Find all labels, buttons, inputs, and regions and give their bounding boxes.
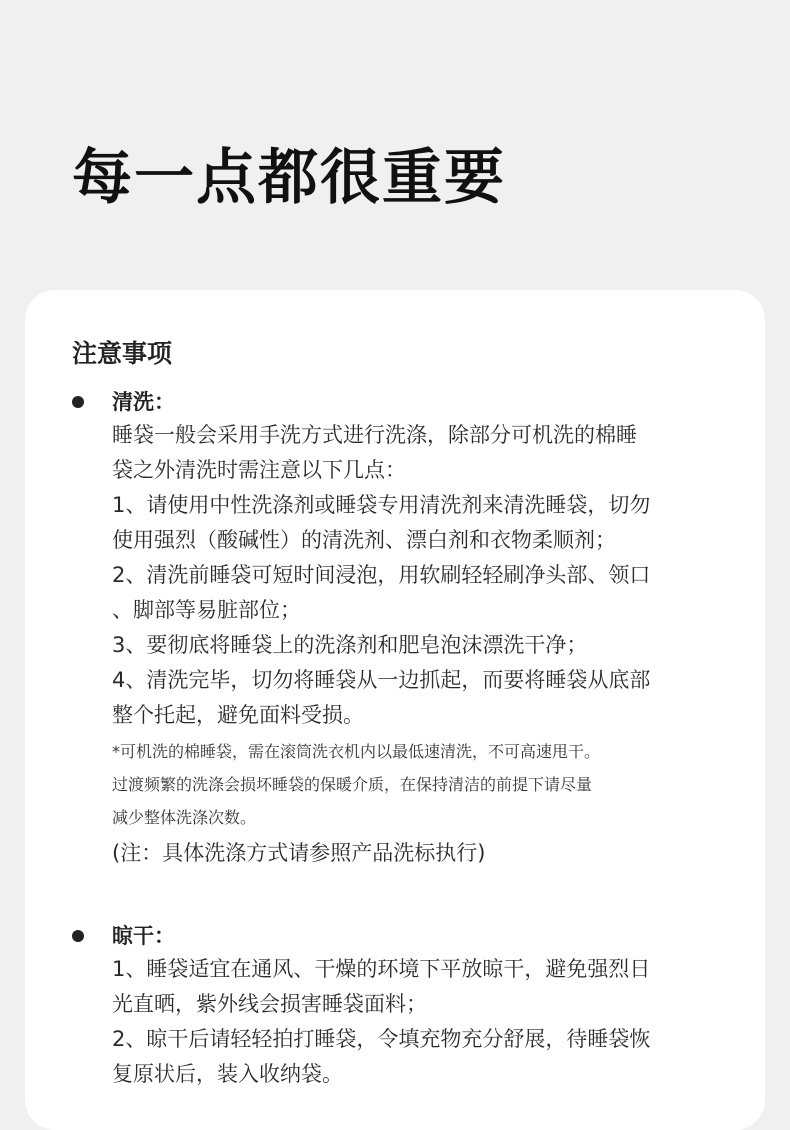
text-line: 1、请使用中性洗涤剂或睡袋专用清洗剂来清洗睡袋，切勿 [112,493,651,517]
reference-note: (注：具体洗涤方式请参照产品洗标执行) [112,841,486,865]
text-line: 整个托起，避免面料受损。 [112,703,364,727]
text-line: 3、要彻底将睡袋上的洗涤剂和肥皂泡沫漂洗干净； [112,633,588,657]
section-title-washing: 清洗： [112,390,175,414]
text-line: 4、清洗完毕，切勿将睡袋从一边抓起，而要将睡袋从底部 [112,668,651,692]
text-line: 2、晾干后请轻轻拍打睡袋，令填充物充分舒展，待睡袋恢 [112,1027,651,1051]
note-line: 减少整体洗涤次数。 [112,808,257,827]
text-line: 、脚部等易脏部位； [112,598,301,622]
text-line: 1、睡袋适宜在通风、干燥的环境下平放晾干，避免强烈日 [112,957,651,981]
card-heading: 注意事项 [72,339,173,368]
bullet-dot-icon [72,930,84,942]
text-line: 睡袋一般会采用手洗方式进行洗涤，除部分可机洗的棉睡 [112,423,637,447]
washing-text [112,418,732,871]
bullet-dot-icon [72,396,84,408]
section-title-drying: 晾干： [112,924,175,948]
text-line: 袋之外清洗时需注意以下几点： [112,458,406,482]
text-line: 光直晒，紫外线会损害睡袋面料； [112,992,427,1016]
note-line: *可机洗的棉睡袋，需在滚筒洗衣机内以最低速清洗，不可高速甩干。 [112,742,601,761]
page-title: 每一点都很重要 [72,143,506,213]
drying-text [112,952,732,1092]
instructions-card [25,290,765,1130]
text-line: 复原状后，装入收纳袋。 [112,1062,343,1086]
note-line: 过渡频繁的洗涤会损坏睡袋的保暖介质，在保持清洁的前提下请尽量 [112,775,593,794]
text-line: 使用强烈（酸碱性）的清洗剂、漂白剂和衣物柔顺剂； [112,528,616,552]
text-line: 2、清洗前睡袋可短时间浸泡，用软刷轻轻刷净头部、领口 [112,563,651,587]
